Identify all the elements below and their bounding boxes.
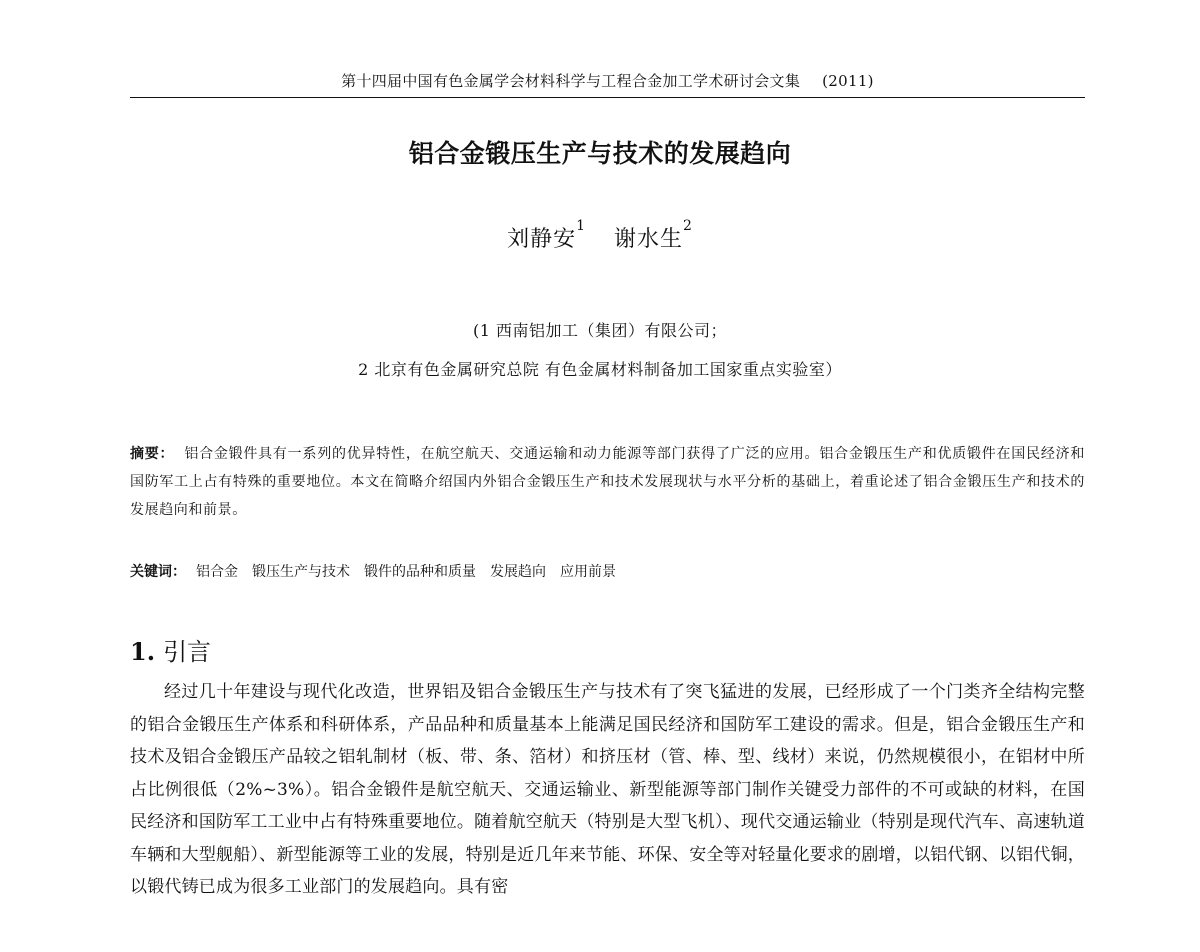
author-affiliation-mark: 2	[683, 218, 693, 234]
section-heading	[130, 632, 211, 667]
affiliation-line: 2 北京有色金属研究总院 有色金属材料制备加工国家重点实验室）	[358, 360, 842, 379]
section-title: 引言	[163, 638, 212, 666]
body-paragraph: 经过几十年建设与现代化改造，世界铝及铝合金锻压生产与技术有了突飞猛进的发展，已经形成了一个门类齐全结构完整的铝合金锻压生产体系和科研体系，产品品种和质量基本上能满足国民经济和国防军工建设的需求。但是，铝合金锻压生产和技术及铝合金锻压产品较之铝轧制材（板、带、条、箔材）和挤压材（管、棒、型、线材）来说，仍然规模很小，在铝材中所占比例很低（2%~3%）。铝合金锻件是航空航天、交通运输业、新型能源等部门制作关键受力部件的不可或缺的材料，在国民经济和国防军工工业中占有特殊重要地位。随着航空航天（特别是大型飞机）、现代交通运输业（特别是现代汽车、高速轨道车辆和大型舰船）、新型能源等工业的发展，特别是近几年来节能、环保、安全等对轻量化要求的剧增，以铝代钢、以铝代铜，以锻代铸已成为很多工业部门的发展趋向。具有密	[130, 682, 1085, 897]
abstract-text: 铝合金锻件具有一系列的优异特性，在航空航天、交通运输和动力能源等部门获得了广泛的应用。铝合金锻压生产和优质锻件在国民经济和国防军工上占有特殊的重要地位。本文在简略介绍国内外铝合金锻压生产和技术发展现状与水平分析的基础上，着重论述了铝合金锻压生产和技术的发展趋向和前景。	[130, 446, 1085, 518]
author-line	[0, 218, 1200, 253]
keywords-label: 关键词：	[130, 564, 186, 580]
header-rule	[130, 97, 1085, 98]
keyword: 铝合金	[196, 564, 238, 580]
keyword: 应用前景	[560, 564, 616, 580]
keywords	[130, 561, 1085, 581]
proceedings-year: (2011)	[822, 72, 874, 90]
keyword: 锻件的品种和质量	[364, 564, 476, 580]
author-name: 谢水生	[614, 227, 684, 252]
keyword: 锻压生产与技术	[252, 564, 350, 580]
paper-title: 铝合金锻压生产与技术的发展趋向	[408, 139, 792, 168]
keyword: 发展趋向	[490, 564, 546, 580]
running-header	[130, 70, 1085, 91]
section-number: 1.	[130, 637, 156, 666]
proceedings-title: 第十四届中国有色金属学会材料科学与工程合金加工学术研讨会文集	[341, 72, 801, 90]
author-name: 刘静安	[507, 227, 577, 252]
affiliation-line: (1 西南铝加工（集团）有限公司；	[472, 321, 727, 340]
abstract-label: 摘要：	[130, 446, 175, 462]
abstract	[130, 440, 1085, 524]
author-affiliation-mark: 1	[576, 218, 586, 234]
